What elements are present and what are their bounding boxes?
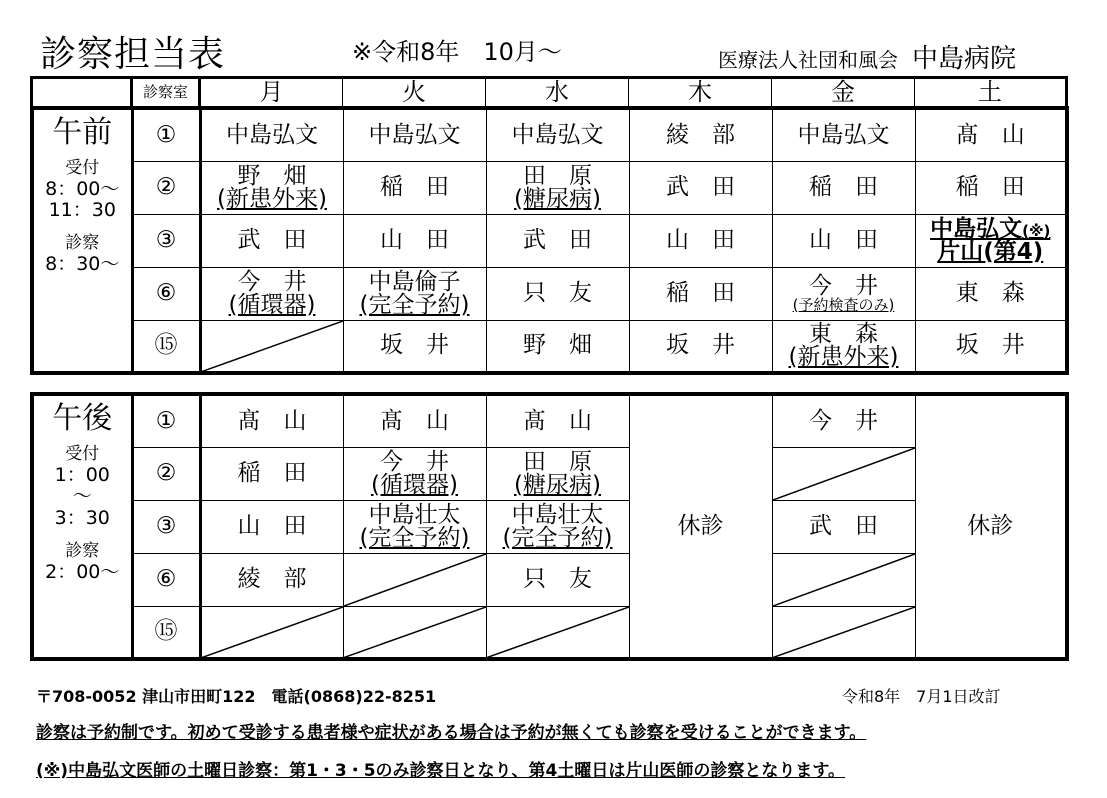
doctor-cell-thu	[629, 214, 772, 267]
doctor-cell-mon	[200, 447, 343, 500]
specialty-note: (循環器)	[371, 471, 458, 498]
doctor-cell-fri	[772, 108, 915, 161]
specialty-note: (完全予約)	[502, 524, 613, 551]
doctor-stack	[344, 448, 486, 498]
doctor-cell-tue	[343, 394, 486, 447]
doctor-cell-mon	[200, 161, 343, 214]
doctor-cell-mon	[200, 214, 343, 267]
doctor-name: 中島弘文	[511, 121, 604, 148]
doctor-name: 坂 井	[666, 332, 735, 359]
column-header-row	[30, 76, 1068, 107]
specialty-note: (完全予約)	[359, 291, 470, 318]
doctor-cell-fri	[772, 161, 915, 214]
doctor-cell-fri	[772, 214, 915, 267]
pm-row	[32, 394, 1067, 447]
saturday-note: (※)中島弘文医師の土曜日診察：第1・3・5のみ診察日となり、第4土曜日は片山医師の診察となります。	[36, 761, 846, 781]
pm-reception-tilde: ～	[72, 485, 92, 508]
doctor-cell-tue	[343, 447, 486, 500]
am-period-label: 午前	[52, 115, 113, 150]
afternoon-body	[32, 394, 1067, 659]
reservation-note: 診察は予約制です。初めて受診する患者様や症状がある場合は予約が無くても診察を受けることができます。	[36, 723, 867, 743]
morning-body	[32, 108, 1067, 373]
pm-row	[32, 553, 1067, 606]
doctor-cell-sat	[915, 320, 1067, 373]
doctor-cell-tue	[343, 320, 486, 373]
doctor-name: 稲 田	[666, 279, 735, 306]
morning-schedule	[30, 106, 1069, 375]
specialty-note: (予約検査のみ)	[792, 295, 895, 314]
organization-name: 医療法人社団和風会	[718, 48, 898, 72]
doctor-cell-tue	[343, 108, 486, 161]
doctor-cell-fri	[772, 500, 915, 553]
empty-slot-slash	[773, 607, 915, 658]
doctor-name: 武 田	[809, 512, 878, 539]
doctor-cell-wed	[486, 320, 629, 373]
day-header-thu: 木	[629, 78, 772, 107]
empty-slot-slash	[344, 607, 486, 658]
doctor-name: 今 井	[380, 448, 449, 475]
afternoon-schedule	[30, 392, 1069, 661]
room-number: ①	[132, 394, 200, 447]
doctor-cell-fri	[772, 553, 915, 606]
doctor-cell-tue	[343, 214, 486, 267]
doctor-name: 只 友	[523, 279, 592, 306]
doctor-cell-tue	[343, 606, 486, 659]
closed-cell-thu: 休診	[629, 394, 772, 659]
am-exam-time: 8：30～	[45, 252, 120, 275]
doctor-cell-wed	[486, 267, 629, 320]
doctor-stack	[344, 268, 486, 318]
am-exam-label: 診察	[65, 233, 100, 254]
doctor-cell-mon	[200, 500, 343, 553]
doctor-cell-wed	[486, 606, 629, 659]
slash-line	[202, 607, 343, 658]
doctor-cell-thu	[629, 161, 772, 214]
pm-period-label: 午後	[52, 401, 113, 436]
doctor-cell-fri	[772, 320, 915, 373]
room-number: ⑮	[132, 320, 200, 373]
hospital-info	[718, 38, 1016, 75]
pm-reception-label: 受付	[65, 444, 100, 464]
am-hours	[34, 159, 131, 276]
hospital-name: 中島病院	[912, 44, 1017, 74]
doctor-cell-sat	[915, 161, 1067, 214]
doctor-stack	[344, 501, 486, 551]
slash-line	[344, 554, 486, 606]
doctor-cell-fri	[772, 267, 915, 320]
doctor-cell-thu	[629, 108, 772, 161]
doctor-name: 中島壮太	[368, 501, 461, 528]
blank-header-cell	[32, 78, 132, 107]
slash-line	[487, 607, 629, 658]
doctor-name: 髙 山	[955, 121, 1025, 148]
doctor-name: 今 井	[237, 268, 307, 295]
am-row	[32, 161, 1067, 214]
doctor-cell-fri	[772, 606, 915, 659]
slash-line	[773, 448, 915, 500]
specialty-note: (循環器)	[228, 291, 316, 318]
doctor-name: 坂 井	[955, 332, 1025, 359]
doctor-cell-wed	[486, 500, 629, 553]
doctor-name: 山 田	[666, 226, 735, 253]
doctor-stack	[487, 501, 629, 551]
doctor-name: 山 田	[237, 512, 307, 539]
doctor-stack	[202, 268, 343, 318]
pm-reception-time-2: 3：30	[54, 507, 110, 530]
doctor-cell-wed	[486, 161, 629, 214]
doctor-name: 髙 山	[380, 407, 449, 434]
doctor-line	[916, 215, 1066, 242]
doctor-cell-mon	[200, 108, 343, 161]
day-header-wed: 水	[486, 78, 629, 107]
doctor-stack	[202, 162, 343, 212]
doctor-name: 髙 山	[237, 407, 307, 434]
room-number: ③	[132, 500, 200, 553]
empty-slot-slash	[773, 554, 915, 606]
doctor-name: 山 田	[809, 226, 878, 253]
am-row	[32, 214, 1067, 267]
slash-line	[202, 321, 343, 372]
am-period-cell	[32, 108, 132, 373]
empty-slot-slash	[202, 607, 343, 658]
pm-exam-label: 診察	[65, 541, 100, 562]
doctor-cell-tue	[343, 553, 486, 606]
day-header-mon: 月	[200, 78, 343, 107]
pm-row	[32, 447, 1067, 500]
doctor-name: 中島壮太	[511, 501, 604, 528]
pm-row	[32, 606, 1067, 659]
footnote-mark: (※)	[1022, 221, 1051, 240]
doctor-name: 只 友	[523, 565, 592, 592]
room-number: ⑥	[132, 553, 200, 606]
specialty-note: (新患外来)	[788, 343, 899, 370]
room-number: ⑥	[132, 267, 200, 320]
doctor-name: 中島弘文	[226, 121, 318, 148]
page-title: 診察担当表	[40, 34, 226, 75]
doctor-stack	[773, 320, 915, 370]
slash-line	[773, 607, 915, 658]
doctor-name: 今 井	[809, 272, 878, 299]
doctor-cell-mon	[200, 606, 343, 659]
doctor-name: 稲 田	[955, 173, 1025, 200]
room-number: ①	[132, 108, 200, 161]
room-column-header: 診察室	[132, 78, 200, 107]
empty-slot-slash	[344, 554, 486, 606]
doctor-name: 綾 部	[237, 565, 307, 592]
slash-line	[773, 554, 915, 606]
doctor-name: 坂 井	[380, 332, 449, 359]
doctor-name: 田 原	[523, 162, 592, 189]
room-number: ②	[132, 447, 200, 500]
doctor-name: 東 森	[955, 279, 1025, 306]
doctor-cell-fri	[772, 394, 915, 447]
doctor-cell-wed	[486, 553, 629, 606]
specialty-note: (糖尿病)	[514, 185, 601, 212]
doctor-stack	[916, 215, 1066, 265]
doctor-cell-mon	[200, 553, 343, 606]
am-row	[32, 320, 1067, 373]
doctor-name: 中島弘文	[368, 121, 461, 148]
doctor-name: 稲 田	[380, 173, 449, 200]
doctor-name: 中島弘文	[797, 121, 890, 148]
doctor-cell-mon	[200, 394, 343, 447]
doctor-cell-wed	[486, 108, 629, 161]
doctor-cell-sat	[915, 267, 1067, 320]
doctor-cell-mon	[200, 267, 343, 320]
doctor-name: 武 田	[666, 173, 735, 200]
am-row	[32, 108, 1067, 161]
doctor-name: 髙 山	[523, 407, 592, 434]
doctor-stack	[773, 272, 915, 314]
room-number: ③	[132, 214, 200, 267]
doctor-name: 稲 田	[237, 459, 307, 486]
doctor-name: 山 田	[380, 226, 449, 253]
specialty-note: (完全予約)	[359, 524, 470, 551]
doctor-name: 野 畑	[237, 162, 307, 189]
doctor-name: 稲 田	[809, 173, 878, 200]
doctor-cell-sat	[915, 108, 1067, 161]
doctor-name: 武 田	[523, 226, 592, 253]
doctor-cell-tue	[343, 267, 486, 320]
specialty-note: (糖尿病)	[514, 471, 601, 498]
doctor-cell-thu	[629, 267, 772, 320]
empty-slot-slash	[773, 448, 915, 500]
doctor-name: 田 原	[523, 448, 592, 475]
doctor-alt: 片山(第4)	[937, 238, 1044, 265]
doctor-name: 綾 部	[666, 121, 735, 148]
am-reception-label: 受付	[65, 158, 100, 178]
am-reception-time-2: 11：30	[48, 199, 116, 222]
pm-period-cell	[32, 394, 132, 659]
revision-date: 令和8年 7月1日改訂	[842, 687, 1001, 706]
day-header-fri: 金	[772, 78, 915, 107]
doctor-name: 中島弘文	[930, 215, 1023, 242]
empty-slot-slash	[202, 321, 343, 372]
pm-exam-time: 2：00～	[45, 560, 120, 583]
schedule-period: ※令和8年 10月～	[352, 38, 562, 66]
doctor-cell-wed	[486, 394, 629, 447]
doctor-name: 東 森	[809, 320, 878, 347]
day-header-tue: 火	[343, 78, 486, 107]
room-number: ②	[132, 161, 200, 214]
doctor-cell-thu	[629, 320, 772, 373]
room-number: ⑮	[132, 606, 200, 659]
doctor-cell-fri	[772, 447, 915, 500]
specialty-note: (新患外来)	[217, 185, 327, 212]
empty-slot-slash	[487, 607, 629, 658]
day-header-sat: 土	[915, 78, 1067, 107]
pm-reception-time-1: 1：00	[54, 463, 110, 486]
doctor-name: 中島倫子	[368, 268, 461, 295]
pm-row	[32, 500, 1067, 553]
doctor-name: 今 井	[809, 407, 878, 434]
address-phone: 〒708-0052 津山市田町122 電話(0868)22-8251	[36, 687, 437, 706]
doctor-cell-wed	[486, 214, 629, 267]
doctor-cell-sat	[915, 214, 1067, 267]
slash-line	[344, 607, 486, 658]
closed-cell-sat: 休診	[915, 394, 1067, 659]
am-row	[32, 267, 1067, 320]
doctor-cell-tue	[343, 500, 486, 553]
doctor-name: 武 田	[237, 226, 307, 253]
doctor-cell-mon	[200, 320, 343, 373]
pm-hours	[34, 445, 131, 583]
doctor-stack	[487, 162, 629, 212]
doctor-stack	[487, 448, 629, 498]
am-reception-time-1: 8：00～	[45, 177, 120, 200]
doctor-cell-tue	[343, 161, 486, 214]
doctor-name: 野 畑	[523, 332, 592, 359]
doctor-cell-wed	[486, 447, 629, 500]
